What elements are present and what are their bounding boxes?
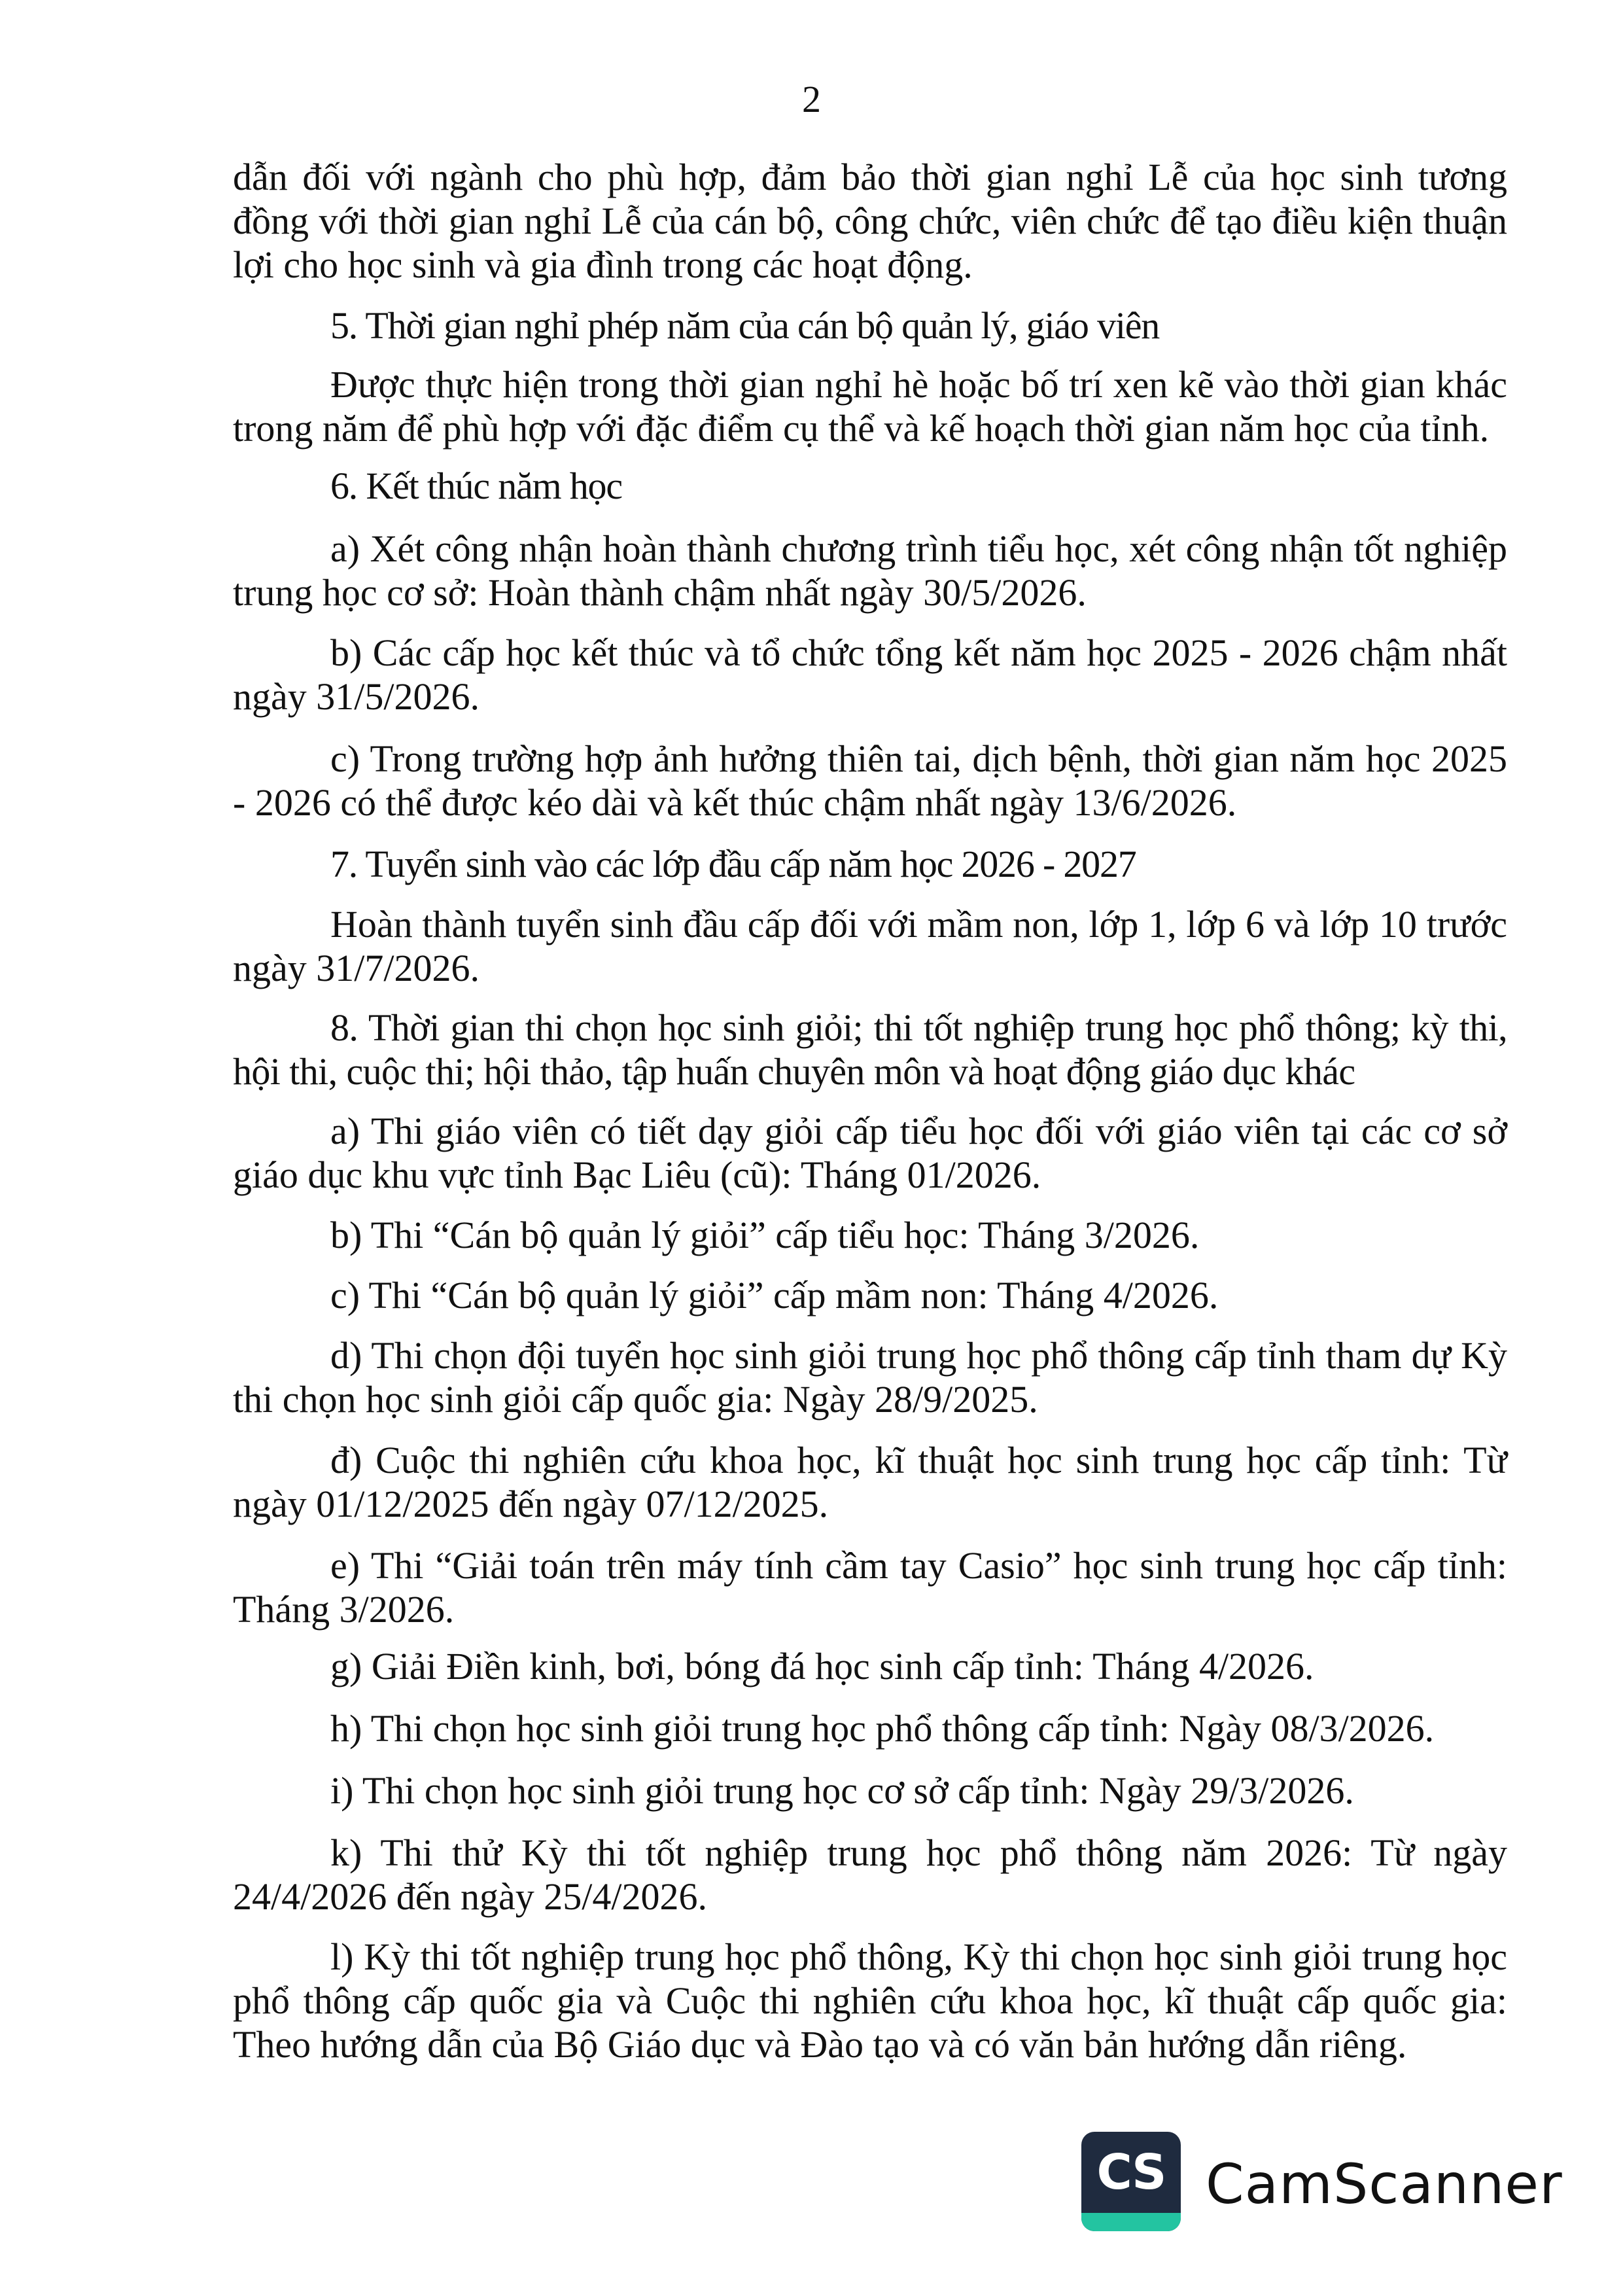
camscanner-watermark xyxy=(1081,2132,1579,2231)
paragraph-enrollment: Hoàn thành tuyển sinh đầu cấp đối với mầm non, lớp 1, lớp 6 và lớp 10 trước ngày 31/7/2026. xyxy=(233,903,1507,989)
list-item-8h: h) Thi chọn học sinh giỏi trung học phổ thông cấp tỉnh: Ngày 08/3/2026. xyxy=(330,1707,1435,1750)
section-heading-6: 6. Kết thúc năm học xyxy=(330,465,622,507)
camscanner-logo-band xyxy=(1081,2213,1181,2231)
list-item-8l: l) Kỳ thi tốt nghiệp trung học phổ thông, Kỳ thi chọn học sinh giỏi trung học phổ thông cấp quốc gia và Cuộc thi nghiên cứu khoa học, kĩ thuật cấp quốc gia: Theo hướng dẫn của Bộ Giáo dục và Đào tạo và có văn bản hướng dẫn riêng. xyxy=(233,1935,1507,2066)
list-item-6c: c) Trong trường hợp ảnh hưởng thiên tai, dịch bệnh, thời gian năm học 2025 - 2026 có thể được kéo dài và kết thúc chậm nhất ngày 13/6/2026. xyxy=(233,737,1507,824)
camscanner-logo-text: CS xyxy=(1096,2144,1166,2200)
camscanner-brand-name: CamScanner xyxy=(1206,2152,1563,2216)
page-number: 2 xyxy=(802,78,821,120)
list-item-8c: c) Thi “Cán bộ quản lý giỏi” cấp mầm non: Tháng 4/2026. xyxy=(330,1274,1219,1316)
camscanner-logo-icon xyxy=(1081,2132,1181,2231)
list-item-8i: i) Thi chọn học sinh giỏi trung học cơ sở cấp tỉnh: Ngày 29/3/2026. xyxy=(330,1769,1354,1812)
section-heading-5: 5. Thời gian nghỉ phép năm của cán bộ quản lý, giáo viên xyxy=(330,304,1160,347)
list-item-8g: g) Giải Điền kinh, bơi, bóng đá học sinh cấp tỉnh: Tháng 4/2026. xyxy=(330,1645,1314,1687)
list-item-8k: k) Thi thử Kỳ thi tốt nghiệp trung học phổ thông năm 2026: Từ ngày 24/4/2026 đến ngày 25/4/2026. xyxy=(233,1831,1507,1918)
list-item-6b: b) Các cấp học kết thúc và tổ chức tổng kết năm học 2025 - 2026 chậm nhất ngày 31/5/2026. xyxy=(233,631,1507,718)
paragraph-continuation: dẫn đối với ngành cho phù hợp, đảm bảo thời gian nghỉ Lễ của học sinh tương đồng với thời gian nghỉ Lễ của cán bộ, công chức, viên chức để tạo điều kiện thuận lợi cho học sinh và gia đình trong các hoạt động. xyxy=(233,156,1507,286)
list-item-8a: a) Thi giáo viên có tiết dạy giỏi cấp tiểu học đối với giáo viên tại các cơ sở giáo dục khu vực tỉnh Bạc Liêu (cũ): Tháng 01/2026. xyxy=(233,1110,1507,1196)
list-item-8d: d) Thi chọn đội tuyển học sinh giỏi trung học phổ thông cấp tỉnh tham dự Kỳ thi chọn học sinh giỏi cấp quốc gia: Ngày 28/9/2025. xyxy=(233,1334,1507,1421)
list-item-8dd: đ) Cuộc thi nghiên cứu khoa học, kĩ thuật học sinh trung học cấp tỉnh: Từ ngày 01/12/2025 đến ngày 07/12/2025. xyxy=(233,1439,1507,1525)
section-heading-7: 7. Tuyển sinh vào các lớp đầu cấp năm học 2026 - 2027 xyxy=(330,843,1136,885)
list-item-8e: e) Thi “Giải toán trên máy tính cầm tay Casio” học sinh trung học cấp tỉnh: Tháng 3/2026. xyxy=(233,1544,1507,1631)
list-item-8b: b) Thi “Cán bộ quản lý giỏi” cấp tiểu học: Tháng 3/2026. xyxy=(330,1214,1200,1256)
list-item-6a: a) Xét công nhận hoàn thành chương trình tiểu học, xét công nhận tốt nghiệp trung học cơ sở: Hoàn thành chậm nhất ngày 30/5/2026. xyxy=(233,527,1507,614)
paragraph-annual-leave: Được thực hiện trong thời gian nghỉ hè hoặc bố trí xen kẽ vào thời gian khác trong năm để phù hợp với đặc điểm cụ thể và kế hoạch thời gian năm học của tỉnh. xyxy=(233,363,1507,450)
section-heading-8: 8. Thời gian thi chọn học sinh giỏi; thi tốt nghiệp trung học phổ thông; kỳ thi, hội thi, cuộc thi; hội thảo, tập huấn chuyên môn và hoạt động giáo dục khác xyxy=(233,1006,1507,1093)
